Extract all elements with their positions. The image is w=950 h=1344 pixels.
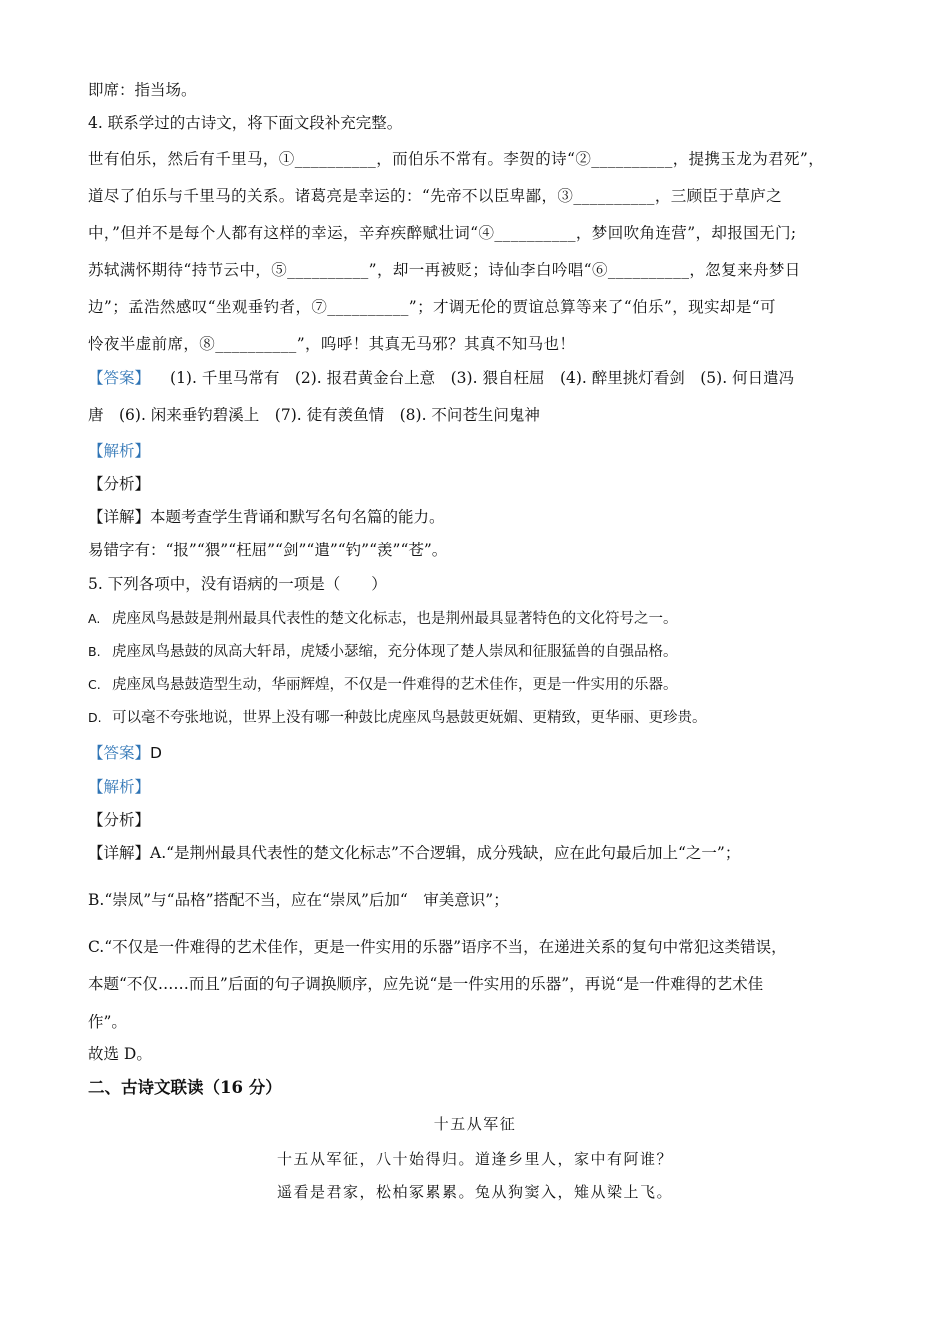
q5-answer-value: D	[150, 744, 162, 762]
q5-jiexi-tag: 【解析】	[88, 778, 151, 796]
passage-line-2: 道尽了伯乐与千里马的关系。诸葛亮是幸运的：“先帝不以臣卑鄙，③__________，三顾臣于草庐之	[88, 187, 783, 205]
q5-fenxi: 【分析】	[88, 811, 151, 829]
poem-line-2: 遥看是君家，松柏冢累累。兔从狗窦入，雉从梁上飞。	[276, 1183, 673, 1201]
poem-title: 十五从军征	[433, 1115, 517, 1133]
option-a-text: 虎座凤鸟悬鼓是荆州最具代表性的楚文化标志，也是荆州最具显著特色的文化符号之一。	[112, 611, 678, 627]
q5-answer-line	[88, 743, 162, 763]
q4-answer-line-1	[88, 368, 794, 388]
option-a-letter: A.	[88, 611, 101, 626]
passage-line-4: 苏轼满怀期待“持节云中，⑤__________”，却一再被贬；诗仙李白吟唱“⑥__________，忽复来舟梦日	[88, 261, 801, 279]
answer-tag: 【答案】	[88, 369, 151, 387]
q5-xiangjie-c3: 作”。	[88, 1013, 127, 1031]
option-b	[88, 642, 678, 662]
passage-line-1: 世有伯乐，然后有千里马，①__________，而伯乐不常有。李贺的诗“②__________，提携玉龙为君死”，	[88, 150, 825, 168]
section-2-title: 二、古诗文联读（16 分）	[88, 1078, 282, 1097]
q5-xiangjie-a: 【详解】A.“是荆州最具代表性的楚文化标志”不合逻辑，成分残缺，应在此句最后加上“之一”；	[88, 844, 741, 862]
passage-line-6: 怜夜半虚前席，⑧__________”，呜呼！其真无马邪？其真不知马也！	[88, 335, 576, 353]
passage-line-3: 中，”但并不是每个人都有这样的幸运，辛弃疾醉赋壮词“④__________，梦回吹角连营”，却报国无门;	[88, 224, 797, 242]
option-d	[88, 708, 707, 728]
option-c	[88, 675, 678, 695]
q5-xiangjie-b: B.“崇凤”与“品格”搭配不当，应在“崇凤”后加“ 审美意识”；	[88, 891, 509, 909]
question-4-title: 4. 联系学过的古诗文，将下面文段补充完整。	[88, 114, 403, 132]
option-b-text: 虎座凤鸟悬鼓的凤高大轩昂，虎矮小瑟缩，充分体现了楚人崇凤和征服猛兽的自强品格。	[112, 644, 678, 660]
option-c-text: 虎座凤鸟悬鼓造型生动，华丽辉煌，不仅是一件难得的艺术佳作，更是一件实用的乐器。	[112, 677, 678, 693]
option-b-letter: B.	[88, 644, 101, 659]
q5-xiangjie-c1: C.“不仅是一件难得的艺术佳作，更是一件实用的乐器”语序不当，在递进关系的复句中常犯这类错误，	[88, 938, 787, 956]
option-c-letter: C.	[88, 677, 101, 692]
option-d-letter: D.	[88, 710, 102, 725]
q5-answer-tag: 【答案】	[88, 744, 151, 762]
option-d-text: 可以毫不夸张地说，世界上没有哪一种鼓比虎座凤鸟悬鼓更妩媚、更精致，更华丽、更珍贵。	[112, 710, 707, 726]
q4-answer-line-2: 唐 (6). 闲来垂钓碧溪上 (7). 徒有羡鱼情 (8). 不问苍生问鬼神	[88, 406, 540, 424]
option-a	[88, 609, 678, 629]
q5-xiangjie-c2: 本题“不仅……而且”后面的句子调换顺序，应先说“是一件实用的乐器”，再说“是一件难得的艺术佳	[88, 975, 764, 993]
poem-line-1: 十五从军征，八十始得归。道逢乡里人，家中有阿谁？	[276, 1150, 673, 1168]
q4-xiangjie: 【详解】本题考查学生背诵和默写名句名篇的能力。	[88, 508, 445, 526]
passage-line-5: 边”；孟浩然感叹“坐观垂钓者，⑦__________”；才调无伦的贾谊总算等来了“伯乐”，现实却是“可	[88, 298, 776, 316]
q4-jiexi-tag: 【解析】	[88, 442, 151, 460]
note-line: 即席：指当场。	[88, 81, 197, 99]
q5-guxuan: 故选 D。	[88, 1045, 152, 1063]
q4-fenxi: 【分析】	[88, 475, 151, 493]
q4-answer-text-1: (1). 千里马常有 (2). 报君黄金台上意 (3). 猥自枉屈 (4). 醉里挑灯看剑 (5). 何日遣冯	[170, 369, 795, 387]
q4-yicuo: 易错字有：“报”“猥”“枉屈”“剑”“遣”“钓”“羡”“苍”。	[88, 541, 448, 559]
question-5-title: 5. 下列各项中，没有语病的一项是（ ）	[88, 575, 387, 593]
